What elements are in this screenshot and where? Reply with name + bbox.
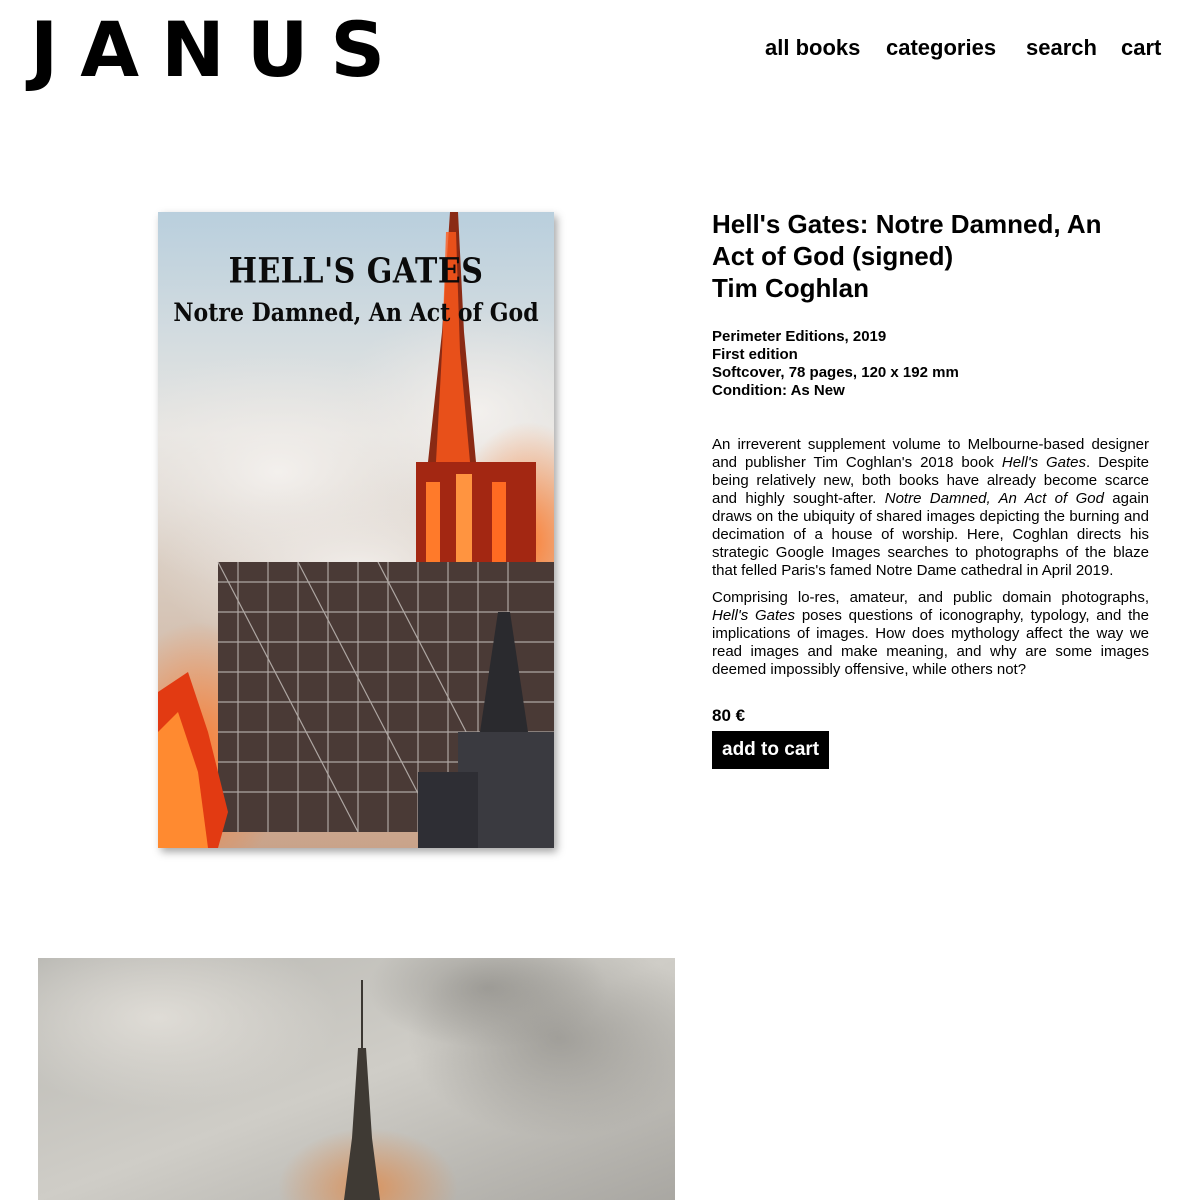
logo[interactable]: JANUS (30, 5, 408, 94)
desc-text: again draws on the ubiquity of shared images depicting the burning and decimation of a house of worship. Here, Coghlan directs his strategic Google Images searches to photographs of the blaze that felled Paris's famed Notre Dame cathedral in April 2019. (712, 490, 1149, 579)
product-title (712, 208, 1149, 304)
price: 80 € (712, 706, 746, 725)
nav-all-books[interactable]: all books (765, 35, 861, 60)
book-cover-image[interactable] (158, 212, 554, 848)
product-meta (712, 328, 1149, 400)
add-to-cart-button[interactable]: add to cart (712, 731, 829, 769)
publisher: Perimeter Editions, 2019 (712, 328, 887, 345)
desc-text: poses questions of iconography, typology, and the implications of images. How does mythology affect the way we read images and make meaning, and why are some images deemed impossibly offensive, while others not? (712, 607, 1149, 678)
cover-subtitle: Notre Damned, An Act of God (173, 298, 539, 328)
product-title-line1: Hell's Gates: Notre Damned, An (712, 209, 1102, 239)
description-paragraph-2 (712, 589, 1149, 679)
nav-categories[interactable]: categories (886, 35, 997, 60)
desc-text: Comprising lo-res, amateur, and public domain photographs, (712, 589, 1149, 606)
book-photo-secondary[interactable] (38, 958, 675, 1200)
desc-text: An irreverent supplement volume to Melbourne-based designer and publisher Tim Coghlan's 2018 book (712, 436, 1149, 471)
desc-text: . Despite being relatively new, both books have already become scarce and highly sought-after. (712, 454, 1150, 507)
nav-search[interactable]: search (1026, 35, 1097, 60)
format: Softcover, 78 pages, 120 x 192 mm (712, 364, 959, 381)
product-author: Tim Coghlan (712, 273, 869, 303)
desc-italic: Hell's Gates (712, 607, 796, 624)
cover-title: HELL'S GATES (228, 251, 484, 292)
desc-italic: Hell's Gates (1001, 454, 1087, 471)
desc-italic: Notre Damned, An Act of God (884, 490, 1104, 507)
condition: Condition: As New (712, 382, 845, 399)
secondary-photo-artwork (38, 958, 675, 1200)
product-title-line2: Act of God (signed) (712, 241, 954, 271)
edition: First edition (712, 346, 798, 363)
nav-cart[interactable]: cart (1121, 35, 1162, 60)
product-description (712, 436, 1149, 679)
main-nav (0, 34, 1200, 64)
description-paragraph-1 (712, 436, 1149, 580)
product-info (712, 208, 1149, 769)
